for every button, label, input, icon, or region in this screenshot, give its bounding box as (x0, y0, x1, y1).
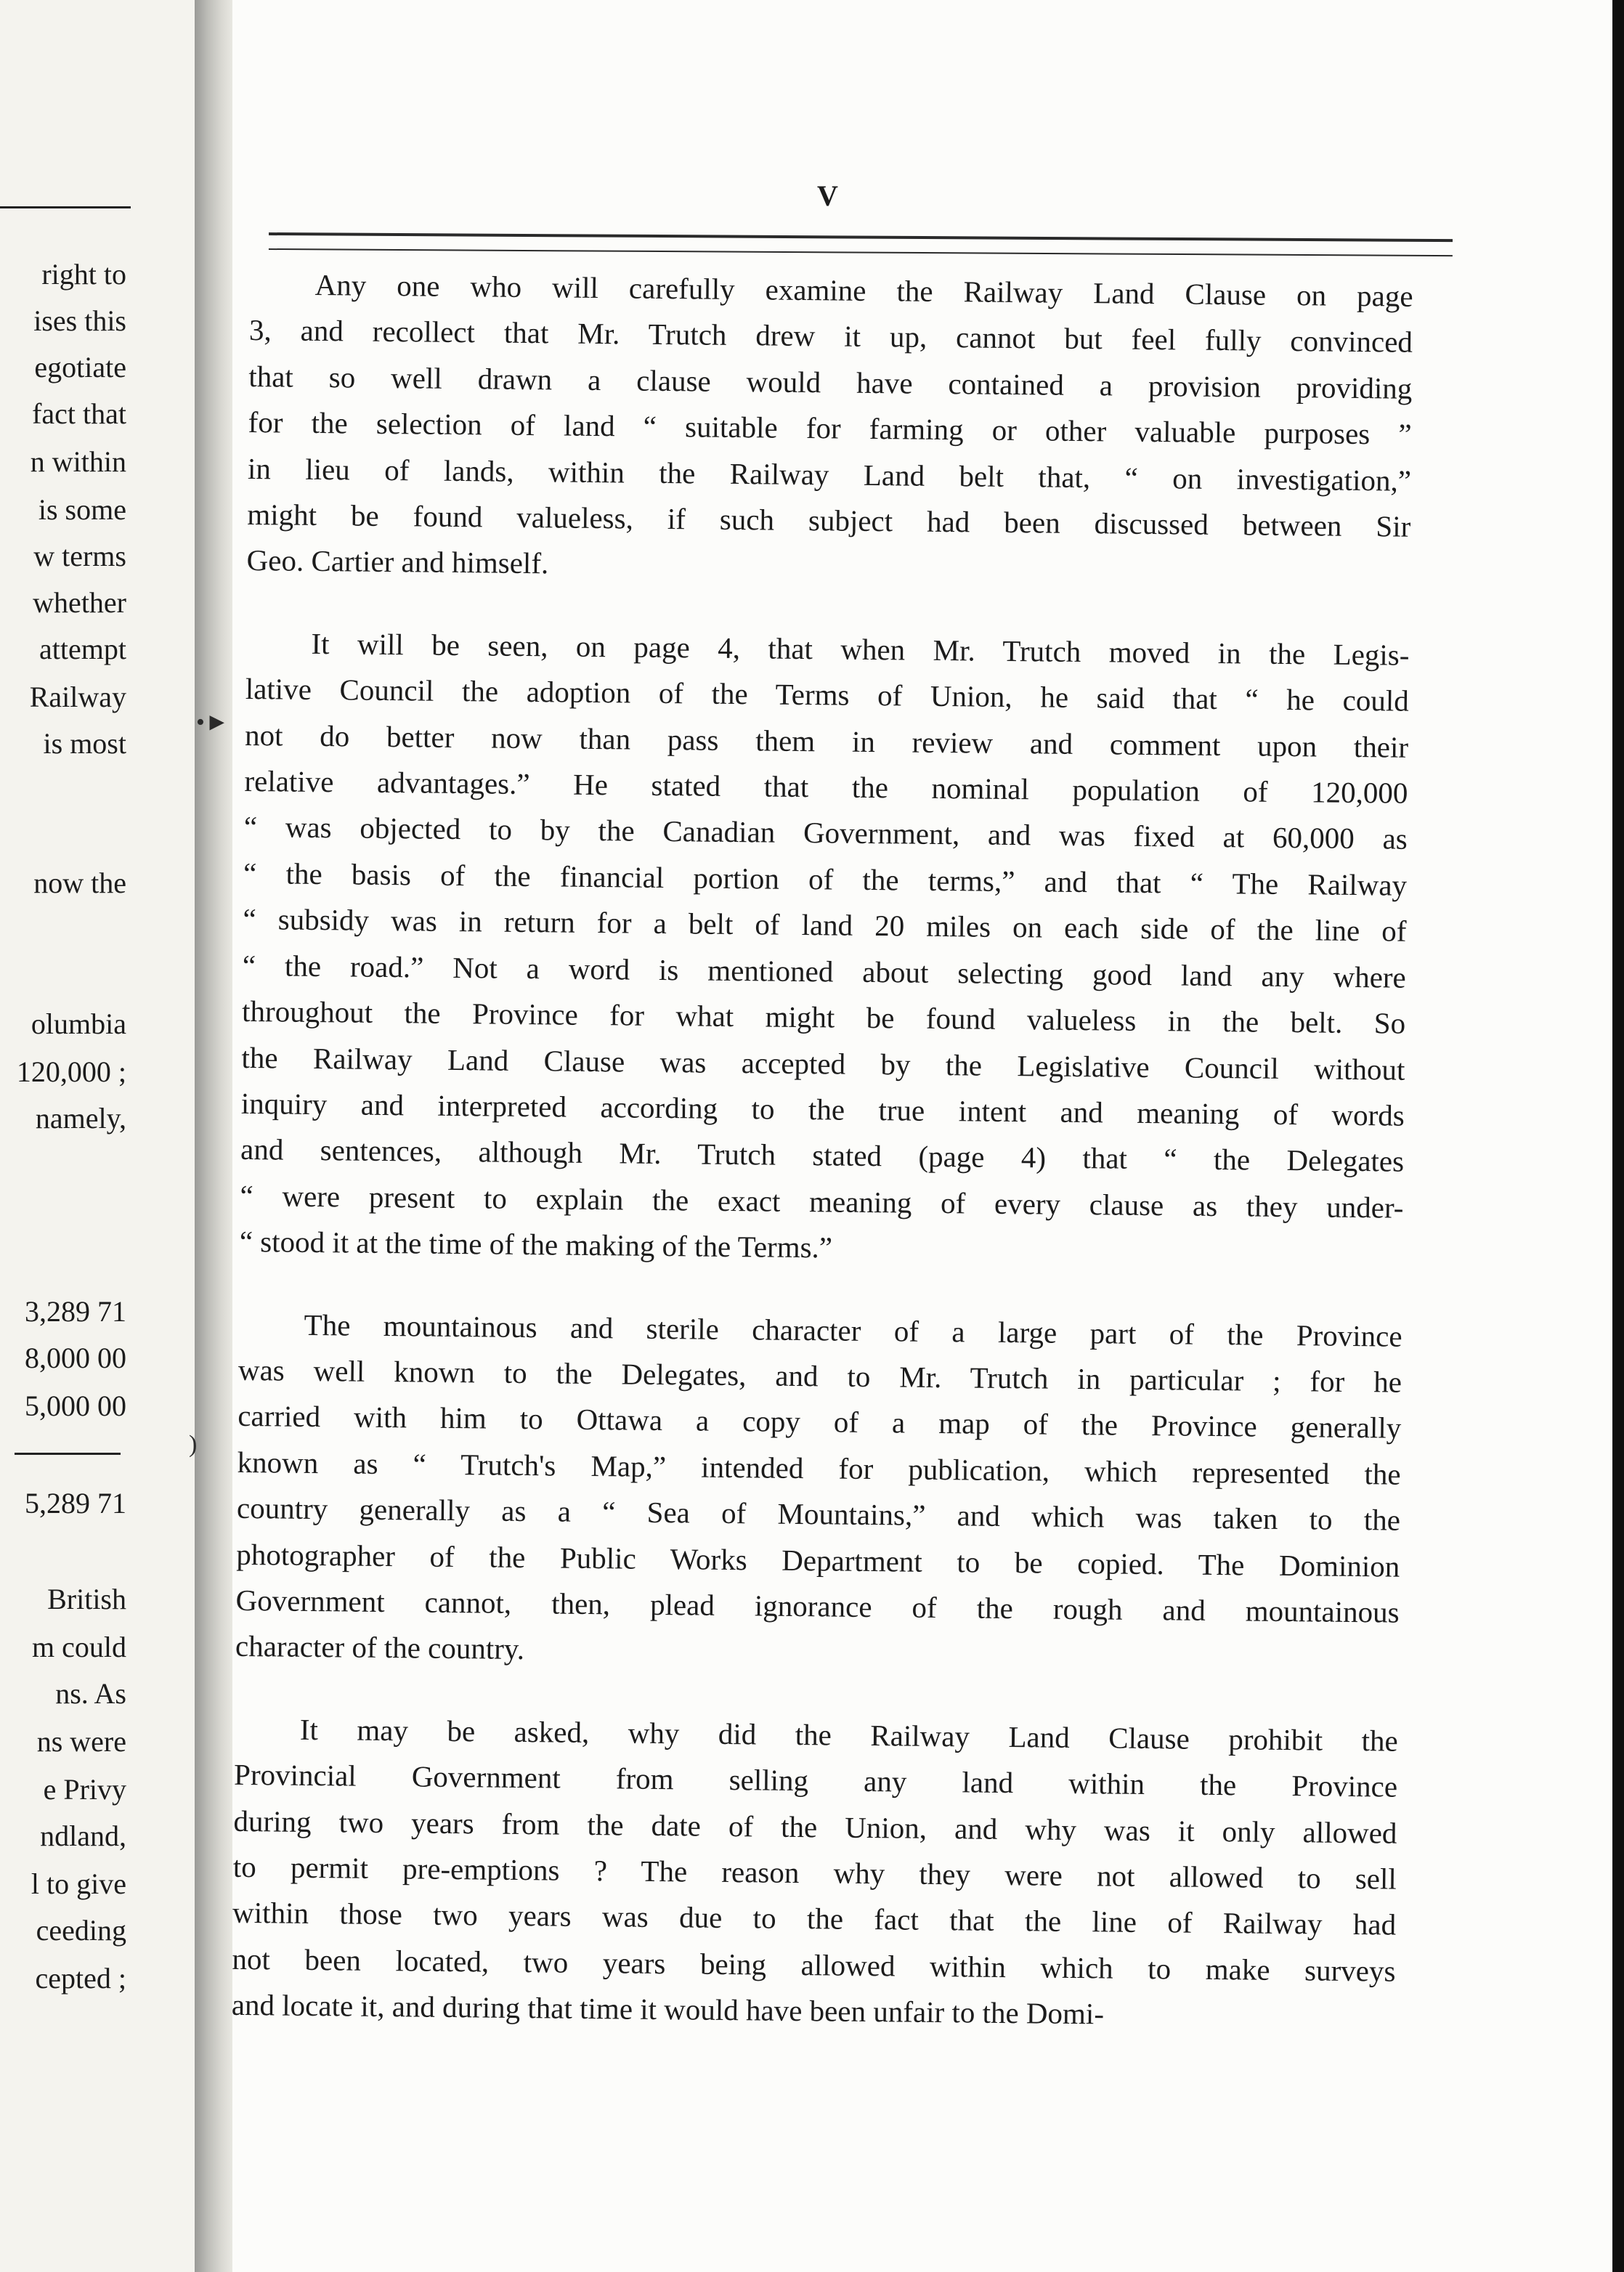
left-page-line: 120,000 ; (16, 1055, 126, 1088)
left-page-line: cepted ; (35, 1962, 126, 1995)
page-number: V (817, 179, 839, 212)
text-line: inquiry and interpreted according to the true intent and meaning of words (240, 1086, 1405, 1132)
paragraph (235, 1301, 1402, 1681)
text-line: carried with him to Ottawa a copy of a map of the Province generally (237, 1399, 1402, 1445)
text-line: Government cannot, then, plead ignorance of the rough and mountainous (235, 1583, 1400, 1629)
left-page-line: 3,289 71 (25, 1295, 126, 1328)
left-sum-rule (15, 1453, 121, 1455)
text-line: country generally as a “ Sea of Mountains,” and which was taken to the (236, 1491, 1401, 1537)
text-line: not been located, two years being allowed within which to make surveys (232, 1942, 1396, 1988)
text-line: “ the road.” Not a word is mentioned about selecting good land any where (242, 948, 1407, 994)
text-line: It will be seen, on page 4, that when Mr. Trutch moved in the Legis- (311, 626, 1410, 672)
page-edge-shadow (1614, 0, 1624, 2272)
left-page-line: e Privy (43, 1773, 126, 1806)
text-line: for the selection of land “ suitable for farming or other valuable purposes ” (248, 405, 1412, 451)
paragraph (240, 620, 1410, 1277)
text-line: “ was objected to by the Canadian Government, and was fixed at 60,000 as (243, 810, 1408, 856)
left-header-rule (0, 206, 131, 208)
left-page-line: namely, (35, 1102, 126, 1135)
margin-mark: ) (189, 1431, 198, 1458)
left-page-line: ns were (36, 1725, 126, 1758)
text-line: “ the basis of the financial portion of the terms,” and that “ The Railway (243, 856, 1408, 902)
left-page-line: is some (38, 493, 126, 526)
left-page-line: right to (41, 258, 126, 291)
left-page-line: egotiate (34, 351, 126, 384)
text-line: not do better now than pass them in review and comment upon their (244, 718, 1409, 764)
left-page-line: olumbia (31, 1007, 126, 1040)
text-line: Provincial Government from selling any land within the Province (233, 1758, 1398, 1804)
right-page (232, 0, 1612, 2272)
left-page-line: ndland, (40, 1819, 126, 1852)
text-line: that so well drawn a clause would have contained a provision providing (248, 359, 1413, 405)
text-line: photographer of the Public Works Department to be copied. The Dominion (236, 1537, 1400, 1583)
book-gutter (189, 0, 232, 2272)
paragraph (246, 261, 1413, 596)
left-page-line: whether (33, 586, 126, 619)
text-line: and locate it, and during that time it would have been unfair to the Domi- (231, 1988, 1105, 2031)
left-page-line: ceeding (36, 1914, 126, 1947)
margin-mark: •► (196, 709, 230, 736)
text-line: throughout the Province for what might be found valueless in the belt. So (241, 994, 1406, 1040)
text-line: might be found valueless, if such subject had been discussed between Sir (247, 498, 1411, 543)
text-line: Any one who will carefully examine the Railway Land Clause on page (314, 267, 1413, 313)
paragraph (232, 1706, 1399, 2041)
left-page-line: w terms (33, 540, 126, 572)
text-line: “ subsidy was in return for a belt of land 20 miles on each side of the line of (243, 902, 1407, 949)
left-page-line: l to give (31, 1867, 126, 1900)
header-rule (269, 232, 1453, 256)
text-line: the Railway Land Clause was accepted by the Legislative Council without (241, 1040, 1405, 1087)
text-line: The mountainous and sterile character of a large part of the Province (304, 1307, 1402, 1353)
text-line: It may be asked, why did the Railway Land Clause prohibit the (299, 1712, 1399, 1758)
text-line: during two years from the date of the Union, and why was it only allowed (233, 1804, 1397, 1850)
text-line: and sentences, although Mr. Trutch stated (page 4) that “ the Delegates (240, 1132, 1405, 1179)
text-line: 3, and recollect that Mr. Trutch drew it up, cannot but feel fully convinced (248, 313, 1413, 360)
text-line: in lieu of lands, within the Railway Land belt that, “ on investigation,” (247, 451, 1412, 498)
left-page-line: fact that (32, 397, 126, 430)
left-page (0, 0, 198, 2272)
text-line: within those two years was due to the fact that the line of Railway had (232, 1896, 1397, 1942)
left-page-line: 5,289 71 (25, 1487, 126, 1520)
left-page-line: now the (33, 867, 126, 899)
text-line: “ were present to explain the exact meaning of every clause as they under- (240, 1178, 1404, 1225)
body-text (231, 261, 1413, 2077)
text-line: known as “ Trutch's Map,” intended for publication, which represented the (237, 1445, 1401, 1491)
left-page-line: 8,000 00 (25, 1342, 126, 1374)
text-line: lative Council the adoption of the Terms of Union, he said that “ he could (245, 672, 1409, 718)
left-page-line: ns. As (55, 1677, 126, 1710)
left-page-line: is most (43, 727, 126, 760)
text-line: Geo. Cartier and himself. (246, 543, 549, 580)
left-page-line: British (47, 1583, 126, 1615)
left-page-line: m could (32, 1631, 126, 1663)
text-line: relative advantages.” He stated that the nominal population of 120,000 (244, 764, 1408, 810)
text-line: to permit pre-emptions ? The reason why they were not allowed to sell (232, 1849, 1397, 1896)
left-page-line: n within (30, 445, 126, 478)
text-line: character of the country. (235, 1629, 525, 1666)
left-page-line: Railway (29, 681, 126, 713)
left-page-line: 5,000 00 (25, 1389, 126, 1422)
left-page-line: attempt (39, 633, 126, 665)
left-page-line: ises this (33, 304, 126, 337)
text-line: was well known to the Delegates, and to Mr. Trutch in particular ; for he (237, 1352, 1402, 1399)
text-line: “ stood it at the time of the making of the Terms.” (239, 1225, 833, 1265)
